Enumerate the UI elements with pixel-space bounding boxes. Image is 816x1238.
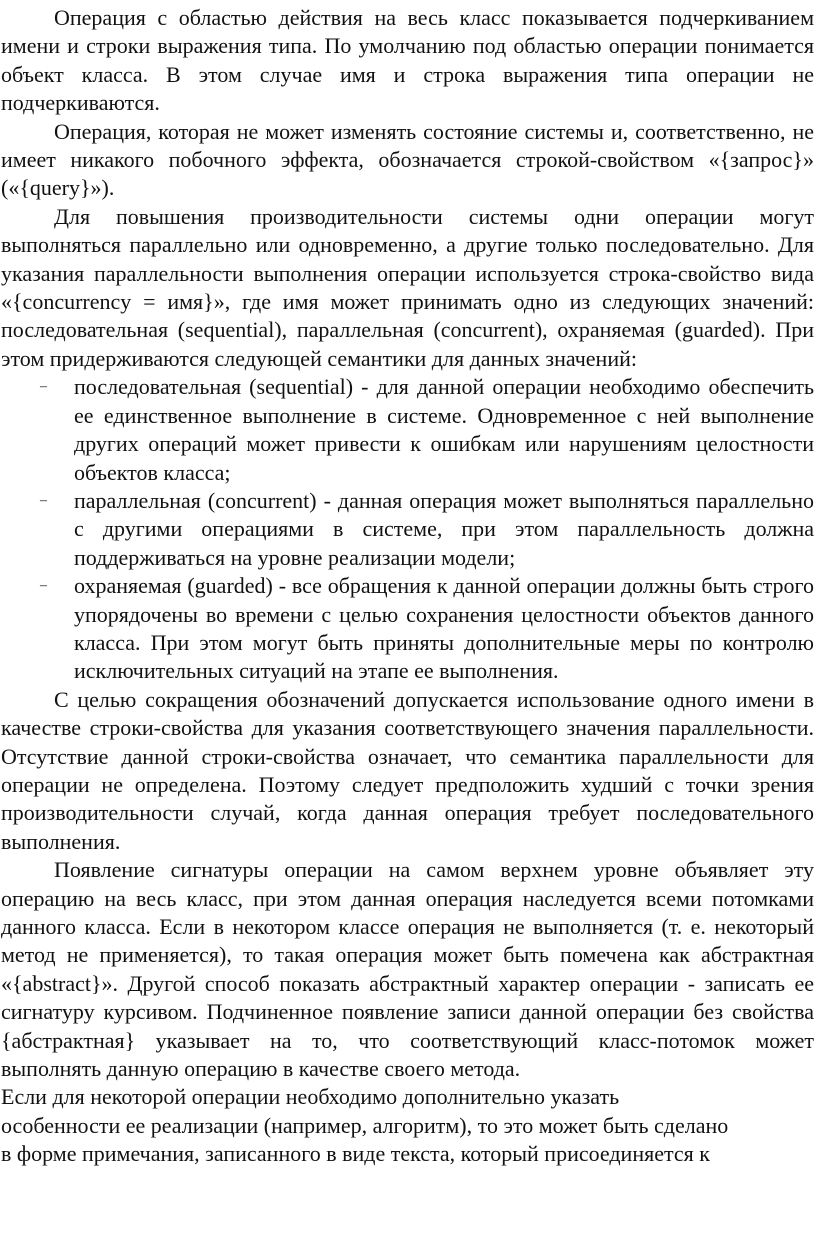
list-item-concurrent — [40, 487, 814, 572]
dash-bullet-icon: – — [40, 578, 47, 594]
paragraph-implementation-note — [1, 1083, 814, 1168]
paragraph-concurrency: Для повышения производительности системы одни операции могут выполняться параллельно или одновременно, а другие только последовательно. Для указания параллельности выполнения операции используется строка-свойство вида «{concurrency = имя}», где имя может принимать одно из следующих значений: последовательная (sequential), параллельная (concurrent), охраняемая (guarded). При этом придерживаются следующей семантики для данных значений: — [1, 203, 814, 371]
note-line-1: Если для некоторой операции необходимо дополнительно указать — [1, 1084, 620, 1110]
list-item-text: последовательная (sequential) - для данной операции необходимо обеспечить ее единственное выполнение в системе. Одновременное с ней выполнение других операций может привести к ошибкам или нарушениям целостности объектов класса; — [74, 374, 814, 485]
paragraph-query-property: Операция, которая не может изменять состояние системы и, соответственно, не имеет никакого побочного эффекта, обозначается строкой-свойством «{запрос}» («{query}»). — [1, 118, 814, 201]
list-item-sequential — [40, 373, 814, 487]
list-item-guarded — [40, 572, 814, 686]
paragraph-abstract-operations: Появление сигнатуры операции на самом верхнем уровне объявляет эту операцию на весь класс, при этом данная операция наследуется всеми потомками данного класса. Если в некотором классе операция не выполняется (т. е. некоторый метод не применяется), то такая операция может быть помечена как абстрактная «{abstract}». Другой способ показать абстрактный характер операции - записать ее сигнатуру курсивом. Подчиненное появление записи данной операции без свойства {абстрактная} указывает на то, что соответствующий класс-потомок может выполнять данную операцию в качестве своего метода. — [1, 857, 814, 1082]
dash-bullet-icon: – — [40, 492, 47, 508]
note-line-2: особенности ее реализации (например, алгоритм), то это может быть сделано — [1, 1112, 729, 1138]
concurrency-values-list — [1, 373, 814, 685]
paragraph-shorthand-names: С целью сокращения обозначений допускается использование одного имени в качестве строки-свойства для указания соответствующего значения параллельности. Отсутствие данной строки-свойства означает, что семантика параллельности для операции не определена. Поэтому следует предположить худший с точки зрения производительности случай, когда данная операция требует последовательного выполнения. — [1, 686, 814, 854]
list-item-text: охраняемая (guarded) - все обращения к данной операции должны быть строго упорядочены во времени с целью сохранения целостности объектов данного класса. При этом могут быть приняты дополнительные меры по контролю исключительных ситуаций на этапе ее выполнения. — [74, 573, 814, 684]
paragraph-operation-scope: Операция с областью действия на весь класс показывается подчеркиванием имени и строки выражения типа. По умолчанию под областью операции понимается объект класса. В этом случае имя и строка выражения типа операции не подчеркиваются. — [1, 5, 814, 116]
note-line-3: в форме примечания, записанного в виде текста, который присоединяется к — [1, 1141, 710, 1167]
dash-bullet-icon: – — [40, 379, 47, 395]
list-item-text: параллельная (concurrent) - данная операция может выполняться параллельно с другими операциями в системе, при этом параллельность должна поддерживаться на уровне реализации модели; — [74, 487, 814, 570]
